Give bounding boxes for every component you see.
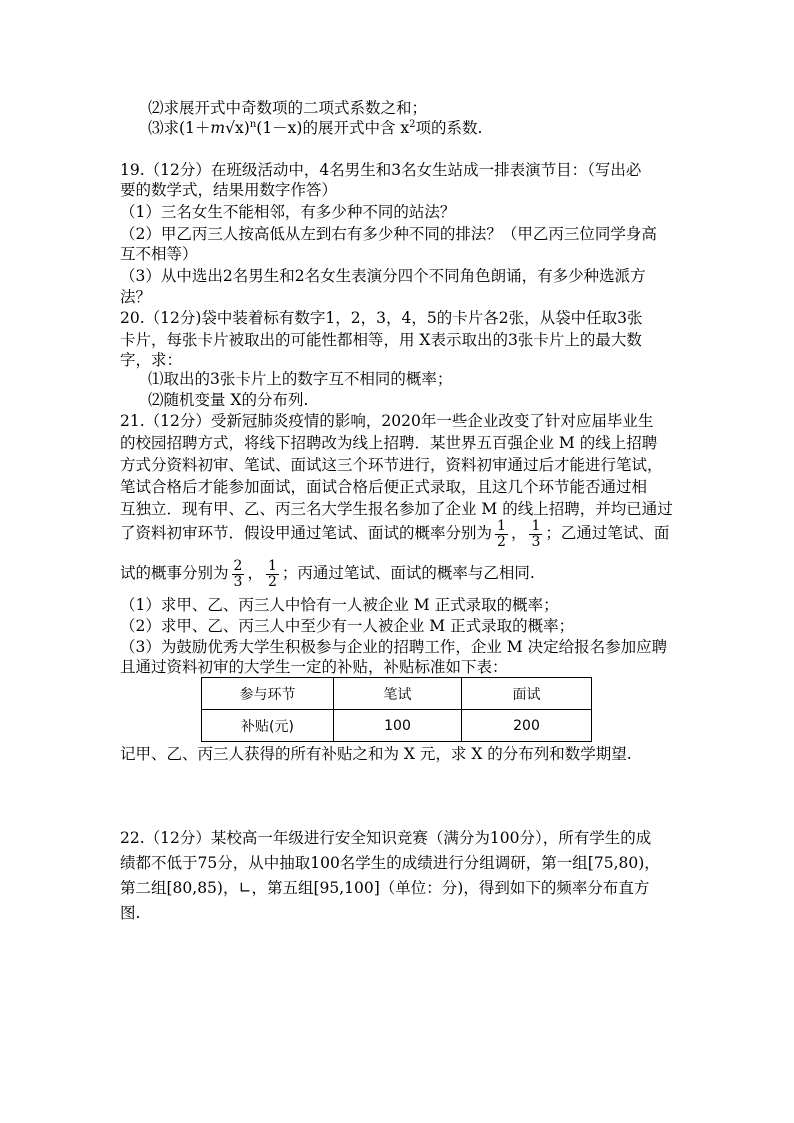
q18-part3: ⑶求$(1+m√x)^n(1-x)$的展开式中含 $x^2$项的系数.: [148, 119, 483, 137]
q22-line2: 绩都不低于75分，从中抽取100名学生的成绩进行分组调研，第一组[75,80)，: [120, 854, 660, 872]
q21-line11: 且通过资料初审的大学生一定的补贴，补贴标准如下表：: [120, 658, 508, 676]
table-cell: 补贴(元): [202, 710, 334, 742]
q21-line9: （2）求甲、乙、丙三人中至少有一人被企业 M 正式录取的概率；: [120, 617, 575, 635]
table-header-cell: 参与环节: [202, 678, 334, 710]
q18-part2: ⑵求展开式中奇数项的二项式系数之和；: [148, 99, 428, 117]
q21-line7: 试的概事分别为 $\frac{2}{3}$ ， $\frac{1}{2}$ ；丙通过笔试、面试的概率与乙相同.: [120, 557, 535, 590]
q21-line10: （3）为鼓励优秀大学生积极参与企业的招聘工作，企业 M 决定给报名参加应聘: [120, 638, 668, 656]
q19-line5: 互不相等）: [120, 245, 198, 263]
q22-line3: 第二组[80,85)，∟，第五组[95,100]（单位：分)，得到如下的频率分布直方: [120, 879, 650, 897]
q21-line1: 21.（12分）受新冠肺炎疫情的影响，2020年一些企业改变了针对应届毕业生: [120, 412, 654, 430]
q20-line3: 字，求：: [120, 351, 183, 369]
table-header-row: [202, 678, 592, 710]
q21-line6: 了资料初审环节．假设甲通过笔试、面试的概率分别为 $\frac{1}{2}$ ， $\frac{1}{3}$ ；乙通过笔试、面: [120, 517, 670, 550]
table-header-cell: 面试: [462, 678, 592, 710]
q21-line8: （1）求甲、乙、丙三人中恰有一人被企业 M 正式录取的概率；: [120, 596, 559, 614]
table-header-cell: 笔试: [334, 678, 462, 710]
q21-line4: 笔试合格后才能参加面试，面试合格后便正式录取，且这几个环节能否通过相: [120, 478, 648, 496]
q21-line3: 方式分资料初审、笔试、面试这三个环节进行，资料初审通过后才能进行笔试，: [120, 456, 663, 474]
q20-line2: 卡片，每张卡片被取出的可能性都相等，用 X表示取出的3张卡片上的最大数: [120, 331, 642, 349]
subsidy-table: [201, 677, 592, 742]
fraction-1-2: $\frac{1}{2}$: [497, 517, 506, 550]
table-row: [202, 710, 592, 742]
fraction-1-2b: $\frac{1}{2}$: [267, 557, 277, 590]
q21-line5: 互独立．现有甲、乙、丙三名大学生报名参加了企业 M 的线上招聘，并均已通过: [120, 500, 673, 518]
q19-line6: （3）从中选出2名男生和2名女生表演分四个不同角色朗诵，有多少种选派方: [120, 267, 646, 285]
q19-line3: （1）三名女生不能相邻，有多少种不同的站法？: [120, 203, 456, 221]
q21-line2: 的校园招聘方式，将线下招聘改为线上招聘．某世界五百强企业 M 的线上招聘: [120, 434, 658, 452]
q19-line1: 19.（12分）在班级活动中，4名男生和3名女生站成一排表演节目：（写出必: [120, 161, 642, 179]
q22-line4: 图.: [120, 904, 141, 922]
q19-line2: 要的数学式，结果用数字作答）: [120, 181, 338, 199]
q20-line5: ⑵随机变量 X的分布列.: [148, 391, 309, 409]
q19-line7: 法？: [120, 288, 152, 306]
table-cell: 200: [462, 710, 592, 742]
q20-line1: 20.（12分)袋中装着标有数字1，2，3，4，5的卡片各2张，从袋中任取3张: [120, 309, 643, 327]
fraction-2-3: $\frac{2}{3}$: [233, 557, 243, 590]
q20-line4: ⑴取出的3张卡片上的数字互不相同的概率；: [148, 370, 453, 388]
table-cell: 100: [334, 710, 462, 742]
fraction-1-3: $\frac{1}{3}$: [531, 517, 541, 550]
q22-line1: 22.（12分）某校高一年级进行安全知识竞赛（满分为100分），所有学生的成: [120, 829, 652, 847]
q21-line12: 记甲、乙、丙三人获得的所有补贴之和为 X 元，求 X 的分布列和数学期望.: [120, 745, 632, 763]
q19-line4: （2）甲乙丙三人按高低从左到右有多少种不同的排法？（甲乙丙三位同学身高: [120, 225, 657, 243]
